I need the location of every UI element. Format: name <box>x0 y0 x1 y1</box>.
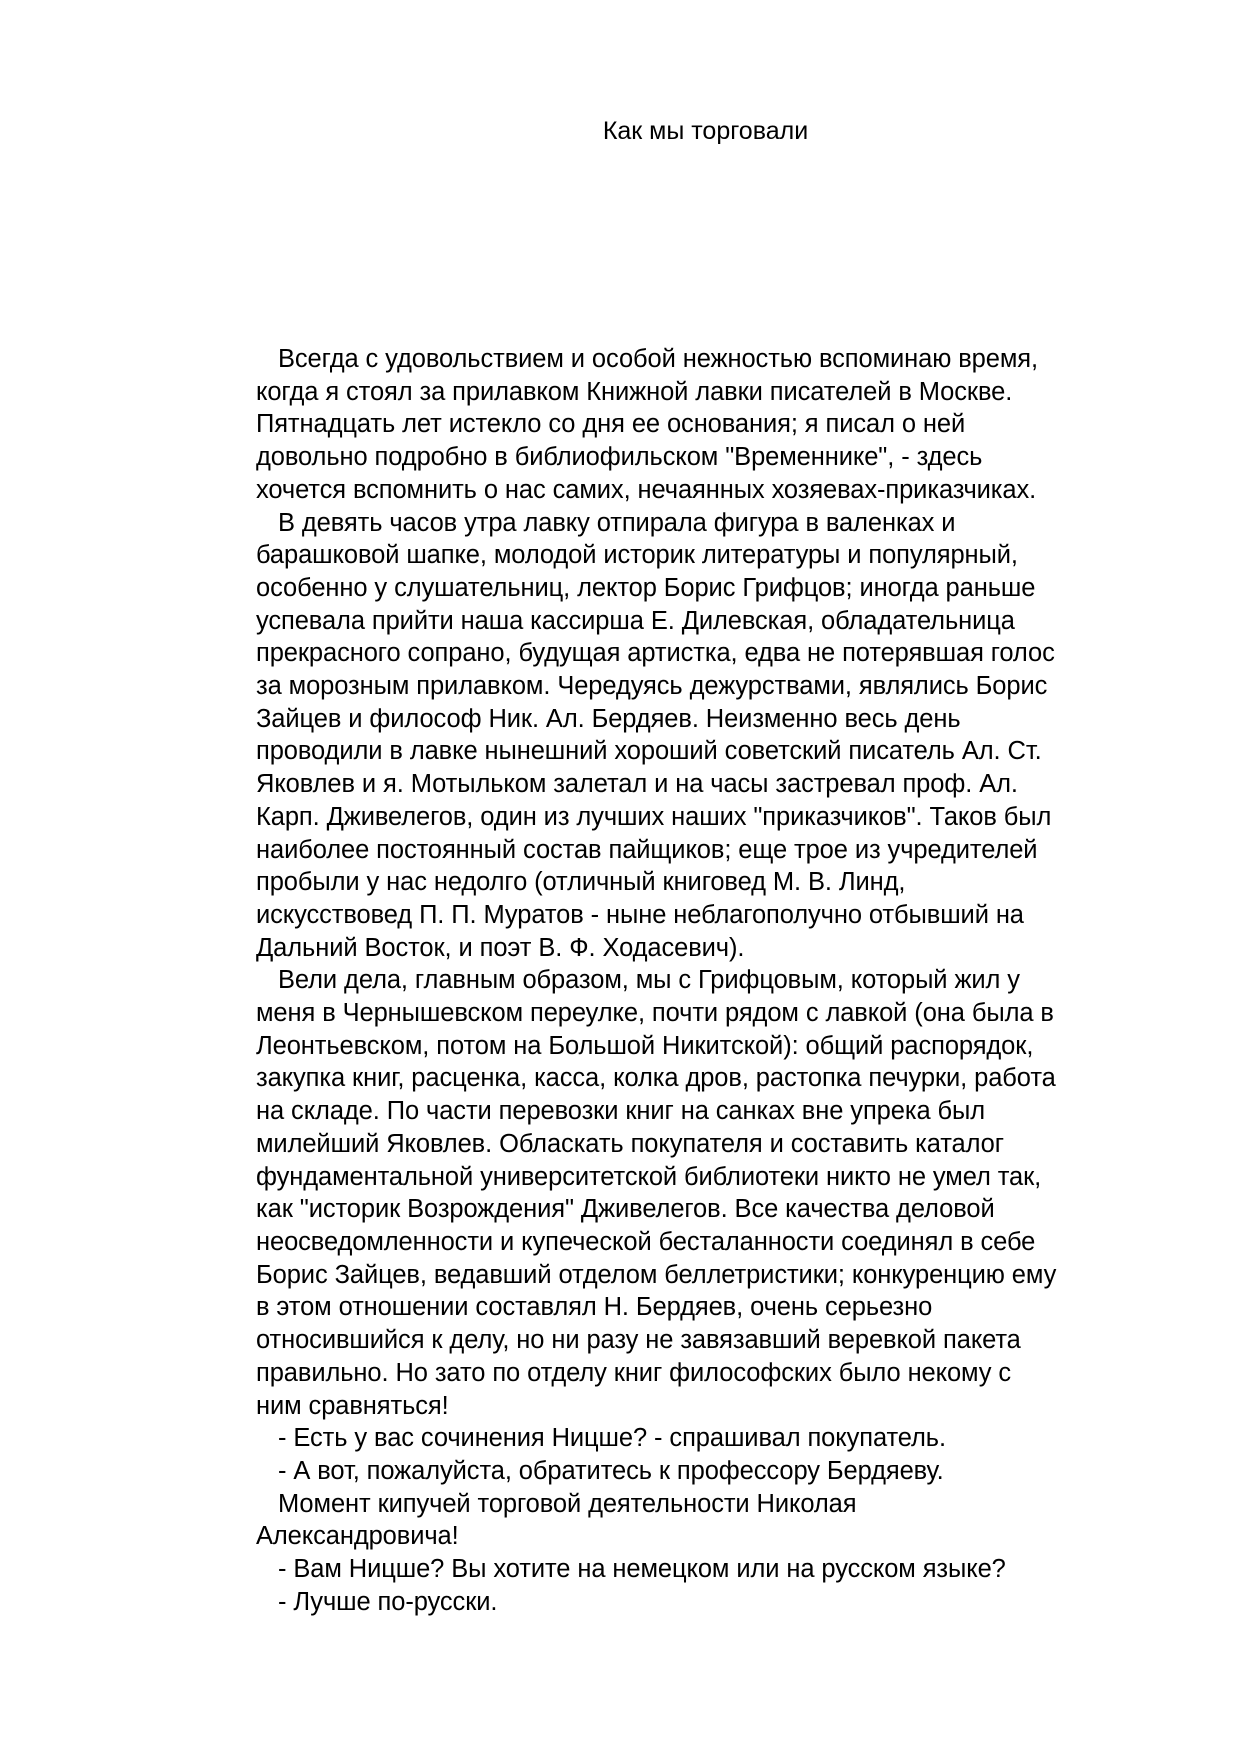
paragraph: Вели дела, главным образом, мы с Грифцовым, который жил у меня в Чернышевском переулке, почти рядом с лавкой (она была в Леонтьевском, потом на Большой Никитской): общий распорядок, закупка книг, расценка, касса, колка дров, растопка печурки, работа на складе. По части перевозки книг на санках вне упрека был милейший Яковлев. Обласкать покупателя и составить каталог фундаментальной университетской библиотеки никто не умел так, как "историк Возрождения" Дживелегов. Все качества деловой неосведомленности и купеческой бесталанности соединял в себе Борис Зайцев, ведавший отделом беллетристики; конкуренцию ему в этом отношении составлял Н. Бердяев, очень серьезно относившийся к делу, но ни разу не завязавший веревкой пакета правильно. Но зато по отделу книг философских было некому с ним сравняться! <box>256 966 1057 1420</box>
body-text <box>256 343 1156 1618</box>
dialogue-line: - Лучше по-русски. <box>278 1587 498 1616</box>
page-title: Как мы торговали <box>602 117 809 145</box>
dialogue-line: - Есть у вас сочинения Ницше? - спрашивал покупатель. <box>278 1424 946 1453</box>
dialogue-line: - Вам Ницше? Вы хотите на немецком или на русском языке? <box>278 1555 1006 1584</box>
paragraph: Всегда с удовольствием и особой нежностью вспоминаю время, когда я стоял за прилавком Книжной лавки писателей в Москве. Пятнадцать лет истекло со дня ее основания; я писал о ней довольно подробно в библиофильском "Временнике", - здесь хочется вспомнить о нас самих, нечаянных хозяевах-приказчиках. <box>256 345 1038 504</box>
paragraph: В девять часов утра лавку отпирала фигура в валенках и барашковой шапке, молодой историк литературы и популярный, особенно у слушательниц, лектор Борис Грифцов; иногда раньше успевала прийти наша кассирша Е. Дилевская, обладательница прекрасного сопрано, будущая артистка, едва не потерявшая голос за морозным прилавком. Чередуясь дежурствами, являлись Борис Зайцев и философ Ник. Ал. Бердяев. Неизменно весь день проводили в лавке нынешний хороший советский писатель Ал. Ст. Яковлев и я. Мотыльком залетал и на часы застревал проф. Ал. Карп. Дживелегов, один из лучших наших "приказчиков". Таков был наиболее постоянный состав пайщиков; еще трое из учредителей пробыли у нас недолго (отличный книговед М. В. Линд, искусствовед П. П. Муратов - ныне неблагополучно отбывший на Дальний Восток, и поэт В. Ф. Ходасевич). <box>256 508 1055 962</box>
paragraph: Момент кипучей торговой деятельности Николая Александровича! <box>256 1489 857 1551</box>
dialogue-line: - А вот, пожалуйста, обратитесь к профессору Бердяеву. <box>278 1456 944 1485</box>
